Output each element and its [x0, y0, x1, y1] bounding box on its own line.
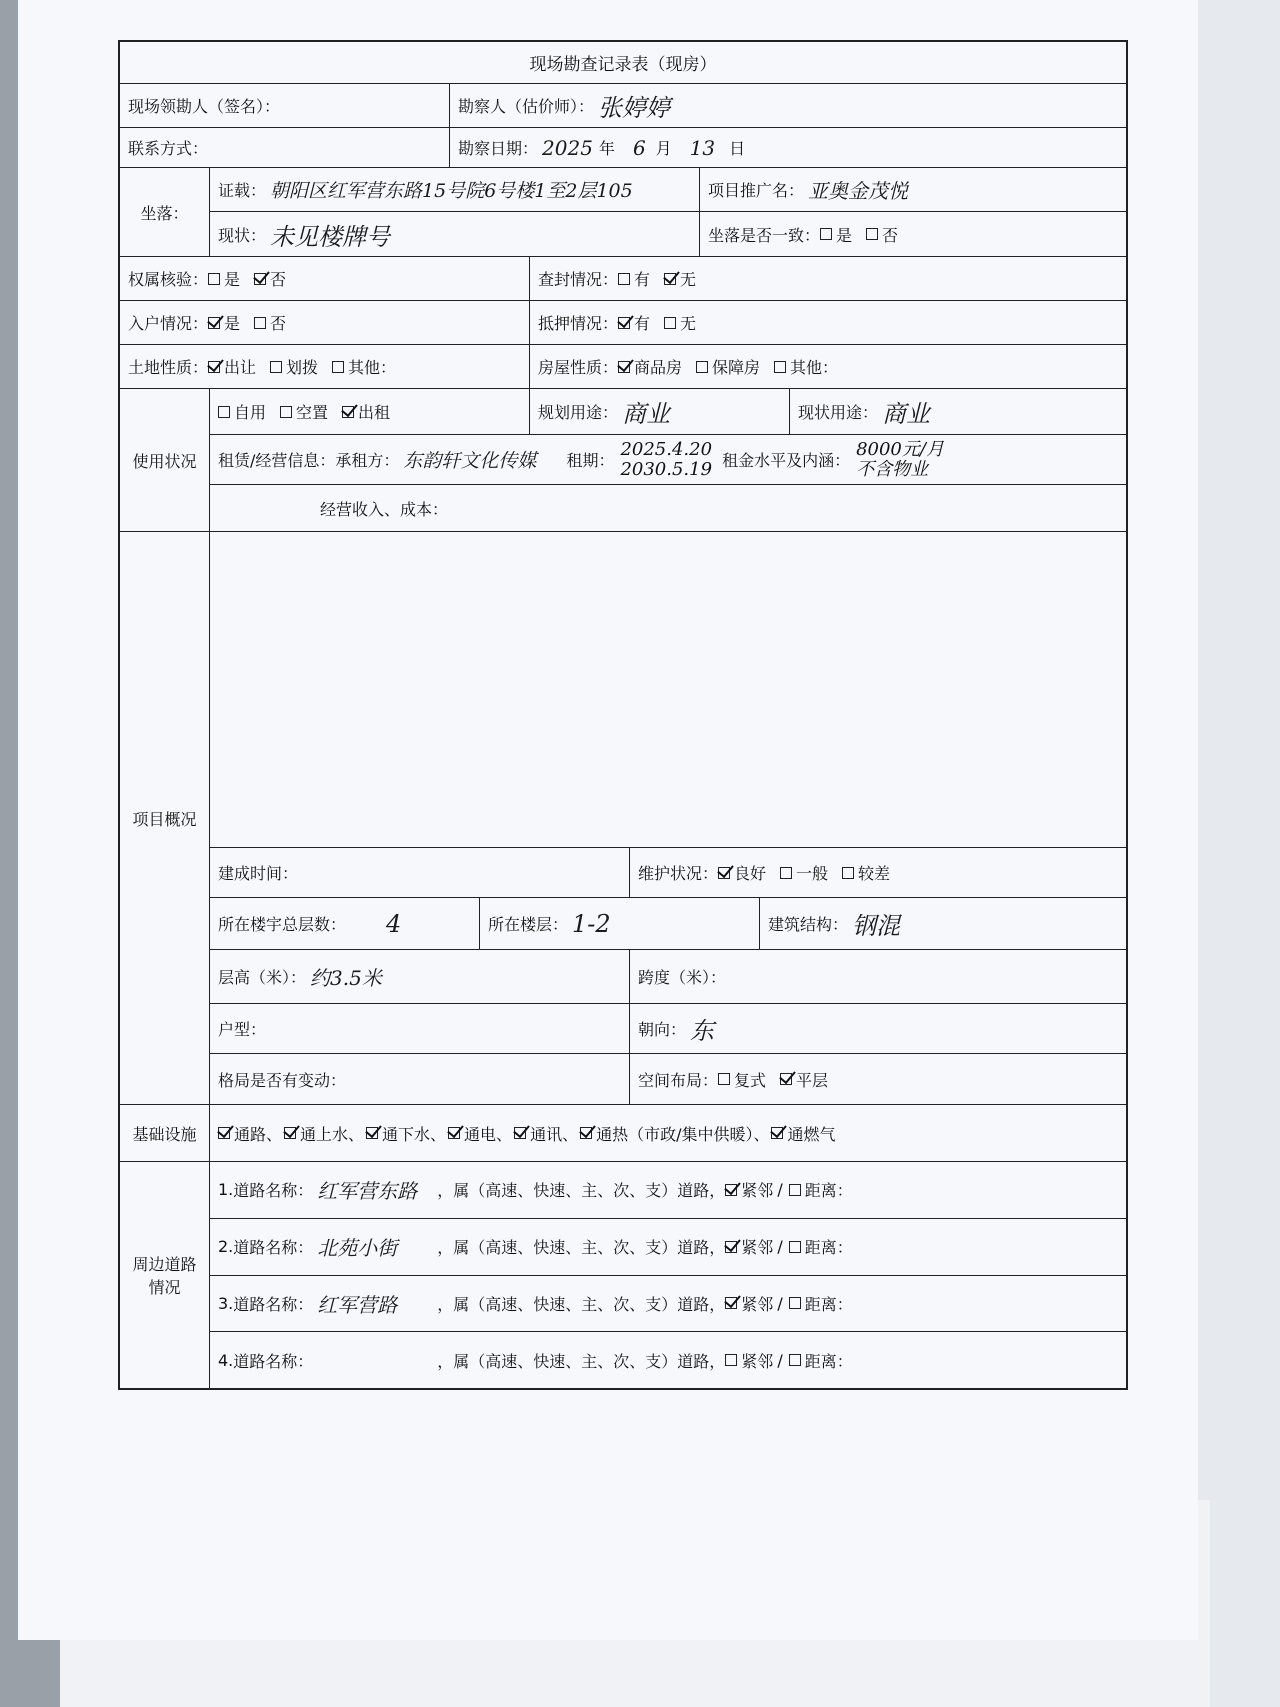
road-distance-label: 距离： [804, 1351, 853, 1371]
ownership-seizure-row [120, 257, 1126, 301]
consistent-yes-label: 是 [836, 225, 853, 245]
land-transfer-option[interactable] [208, 355, 256, 378]
infra-group [120, 1105, 1126, 1162]
checkbox-icon [664, 317, 676, 329]
road-name-label: 道路名称： [233, 1181, 314, 1201]
contact-row [120, 128, 1126, 168]
road-distance-option[interactable] [789, 1235, 853, 1258]
infra-label: 基础设施 [120, 1105, 210, 1161]
road-adjacent-option[interactable] [725, 1235, 773, 1258]
ownership-field [120, 257, 530, 300]
surveyor-field [450, 84, 1126, 127]
checkbox-icon [789, 1297, 801, 1309]
guide-label: 现场领勘人（签名）： [128, 97, 281, 116]
project-group [120, 532, 1126, 1105]
checkbox-icon [332, 361, 344, 373]
road-field [210, 1219, 1126, 1275]
date-day: 13 [689, 135, 716, 160]
house-affordable-label: 保障房 [712, 358, 761, 377]
maint-avg-label: 一般 [796, 864, 829, 883]
road-separator: / [777, 1237, 783, 1257]
seizure-has-label: 有 [634, 270, 651, 289]
road-class-text: ，属（高速、快速、主、次、支）道路， [437, 1181, 726, 1201]
land-label: 土地性质： [128, 358, 209, 377]
checked-checkbox-icon [448, 1127, 460, 1139]
floors-row [210, 898, 1126, 950]
checkbox-icon [618, 273, 630, 285]
usage-body [210, 389, 1126, 531]
checkbox-icon [696, 361, 708, 373]
maint-good-label: 良好 [734, 864, 767, 883]
current-use-field [790, 389, 1126, 434]
span-label: 跨度（米）： [638, 968, 727, 987]
road-number: 1. [218, 1180, 234, 1200]
road-row [210, 1219, 1126, 1276]
location-status-row [210, 212, 1126, 256]
layout-flat-label: 平层 [796, 1070, 829, 1090]
checked-checkbox-icon [664, 273, 676, 285]
checked-checkbox-icon [725, 1241, 737, 1253]
promo-name: 亚奥金茂悦 [808, 179, 909, 203]
land-transfer-label: 出让 [224, 358, 257, 377]
road-distance-option[interactable] [789, 1178, 853, 1201]
cert-field [210, 168, 700, 211]
income-row [210, 485, 1126, 531]
road-name-value: 红军营东路 [317, 1179, 418, 1204]
entry-yes-label: 是 [224, 314, 241, 333]
usage-vacant-label: 空置 [296, 403, 329, 422]
checkbox-icon [208, 273, 220, 285]
month-unit: 月 [655, 139, 672, 158]
project-body [210, 532, 1126, 1104]
checked-checkbox-icon [618, 361, 630, 373]
road-distance-label: 距离： [804, 1238, 853, 1258]
built-field [210, 848, 630, 897]
road-field [210, 1276, 1126, 1332]
consistent-label: 坐落是否一致： [708, 225, 821, 245]
date-label: 勘察日期： [458, 139, 539, 158]
project-notes-area [210, 532, 1126, 848]
guide-field [120, 84, 450, 127]
entry-yes-option[interactable] [208, 311, 240, 334]
space-layout-field [630, 1054, 1126, 1104]
layout-row [210, 1054, 1126, 1104]
roads-body [210, 1162, 1126, 1388]
road-separator: / [777, 1180, 783, 1200]
planned-use-label: 规划用途： [538, 403, 619, 422]
income-field [210, 485, 1126, 531]
infra-water-label: 通上水、 [300, 1124, 365, 1144]
usage-mode-row [210, 389, 1126, 435]
floor-field [480, 898, 760, 949]
location-label: 坐落： [120, 168, 210, 256]
survey-form [118, 40, 1128, 1390]
term-start: 2025.4.20 [620, 438, 713, 460]
infra-body [210, 1105, 1126, 1161]
seizure-field [530, 257, 1126, 300]
mortgage-none-option[interactable] [664, 311, 696, 334]
project-label: 项目概况 [120, 532, 210, 1104]
planned-use-field [530, 389, 790, 434]
infra-heat-label: 通热（市政/集中供暖）、 [596, 1124, 770, 1144]
current-use-value: 商业 [882, 400, 931, 428]
ownership-yes-option[interactable] [208, 267, 240, 290]
checkbox-icon [218, 406, 230, 418]
road-number: 4. [218, 1350, 234, 1370]
checkbox-icon [725, 1354, 737, 1366]
usage-label: 使用状况 [120, 389, 210, 531]
term-end: 2030.5.19 [620, 458, 713, 480]
height-label: 层高（米）： [218, 968, 307, 987]
height-value: 约3.5米 [310, 966, 382, 990]
checkbox-icon [866, 228, 878, 240]
road-adjacent-option[interactable] [725, 1349, 773, 1372]
checked-checkbox-icon [725, 1184, 737, 1196]
road-row [210, 1162, 1126, 1219]
space-layout-label: 空间布局： [638, 1070, 719, 1090]
infra-gas-option[interactable] [771, 1122, 835, 1145]
road-number: 2. [218, 1237, 234, 1257]
layout-duplex-option[interactable] [718, 1068, 766, 1091]
land-field [120, 345, 530, 388]
infra-drain-option[interactable] [366, 1122, 446, 1145]
house-field [530, 345, 1126, 388]
type-orient-row [210, 1004, 1126, 1054]
consistent-yes-option[interactable] [820, 223, 852, 246]
infra-road-label: 通路、 [234, 1124, 283, 1144]
house-other-label: 其他： [790, 358, 839, 377]
usage-self-option[interactable] [218, 400, 266, 423]
land-allocate-label: 划拨 [286, 358, 319, 377]
road-class-text: ，属（高速、快速、主、次、支）道路， [437, 1351, 726, 1371]
infra-power-label: 通电、 [464, 1124, 513, 1144]
consistent-no-label: 否 [882, 225, 899, 245]
lease-field [210, 435, 1126, 484]
seizure-label: 查封情况： [538, 270, 619, 289]
ownership-label: 权属核验： [128, 270, 209, 289]
house-affordable-option[interactable] [696, 355, 760, 378]
checked-checkbox-icon [208, 361, 220, 373]
checkbox-icon [718, 1073, 730, 1085]
status-value: 未见楼牌号 [270, 222, 391, 251]
tenant-label: 承租方： [335, 451, 400, 470]
road-adjacent-option[interactable] [725, 1178, 773, 1201]
entry-label: 入户情况： [128, 314, 209, 333]
unit-type-label: 户型： [218, 1020, 267, 1039]
road-name-value: 红军营路 [317, 1292, 398, 1317]
seizure-none-option[interactable] [664, 267, 696, 290]
year-unit: 年 [598, 139, 615, 158]
infra-road-option[interactable] [218, 1122, 282, 1145]
income-label: 经营收入、成本： [320, 499, 449, 519]
road-adjacent-label: 紧邻 [741, 1238, 774, 1258]
layout-change-field [210, 1054, 630, 1104]
mortgage-none-label: 无 [680, 314, 697, 333]
checked-checkbox-icon [780, 1073, 792, 1085]
layout-change-label: 格局是否有变动： [218, 1070, 347, 1090]
built-label: 建成时间： [218, 864, 299, 883]
floor-value: 1-2 [572, 909, 611, 938]
road-distance-label: 距离： [804, 1181, 853, 1201]
total-floors-label: 所在楼宇总层数： [218, 915, 347, 934]
checkbox-icon [270, 361, 282, 373]
road-distance-option[interactable] [789, 1349, 853, 1372]
checkbox-icon [774, 361, 786, 373]
house-other-option[interactable] [774, 355, 838, 378]
checked-checkbox-icon [254, 273, 266, 285]
checked-checkbox-icon [218, 1127, 230, 1139]
checkbox-icon [780, 867, 792, 879]
contact-field [120, 128, 450, 167]
house-label: 房屋性质： [538, 358, 619, 377]
structure-value: 钢混 [852, 912, 901, 940]
rent-label: 租金水平及内涵： [722, 451, 851, 470]
status-label: 现状： [218, 225, 267, 245]
date-month: 6 [632, 135, 646, 160]
checked-checkbox-icon [342, 406, 354, 418]
entry-no-option[interactable] [254, 311, 286, 334]
floor-label: 所在楼层： [488, 915, 569, 934]
checked-checkbox-icon [580, 1127, 592, 1139]
checkbox-icon [254, 317, 266, 329]
span-field [630, 950, 1126, 1003]
cert-label: 证载： [218, 181, 267, 200]
checkbox-icon [789, 1184, 801, 1196]
maint-avg-option[interactable] [780, 861, 828, 884]
form-title-row [120, 42, 1126, 84]
orientation-field [630, 1004, 1126, 1053]
term-label: 租期： [566, 451, 615, 470]
location-group [120, 168, 1126, 257]
road-row [210, 1276, 1126, 1333]
checked-checkbox-icon [618, 317, 630, 329]
checked-checkbox-icon [725, 1297, 737, 1309]
contact-label: 联系方式： [128, 139, 209, 158]
ownership-no-label: 否 [270, 270, 287, 289]
infra-telecom-option[interactable] [514, 1122, 578, 1145]
status-field [210, 212, 700, 256]
road-name-label: 道路名称： [233, 1294, 314, 1314]
surveyor-name: 张婷婷 [598, 94, 671, 122]
road-name-value: 北苑小街 [317, 1236, 398, 1261]
road-row [210, 1332, 1126, 1388]
road-name-label: 道路名称： [233, 1351, 314, 1371]
entry-field [120, 301, 530, 344]
rent-info [856, 440, 944, 480]
seizure-has-option[interactable] [618, 267, 650, 290]
mortgage-label: 抵押情况： [538, 314, 619, 333]
checkbox-icon [789, 1354, 801, 1366]
checked-checkbox-icon [208, 317, 220, 329]
road-field [210, 1332, 1126, 1388]
lease-label: 租赁/经营信息： [218, 451, 336, 470]
roads-group [120, 1162, 1126, 1388]
unit-type-field [210, 1004, 630, 1053]
road-distance-option[interactable] [789, 1292, 853, 1315]
signature-row [120, 84, 1126, 128]
total-floors-field [210, 898, 480, 949]
infra-water-option[interactable] [284, 1122, 364, 1145]
road-class-text: ，属（高速、快速、主、次、支）道路， [437, 1238, 726, 1258]
form-title: 现场勘查记录表（现房） [529, 55, 717, 75]
entry-no-label: 否 [270, 314, 287, 333]
maint-good-option[interactable] [718, 861, 766, 884]
road-adjacent-option[interactable] [725, 1292, 773, 1315]
infra-field [210, 1105, 1126, 1161]
entry-mortgage-row [120, 301, 1126, 345]
checked-checkbox-icon [284, 1127, 296, 1139]
mortgage-has-label: 有 [634, 314, 651, 333]
orientation-label: 朝向： [638, 1020, 687, 1039]
mortgage-has-option[interactable] [618, 311, 650, 334]
day-unit: 日 [729, 139, 746, 158]
current-use-label: 现状用途： [798, 403, 879, 422]
usage-vacant-option[interactable] [280, 400, 328, 423]
layout-duplex-label: 复式 [734, 1070, 767, 1090]
road-distance-label: 距离： [804, 1294, 853, 1314]
checked-checkbox-icon [771, 1127, 783, 1139]
house-commercial-label: 商品房 [634, 358, 683, 377]
road-adjacent-label: 紧邻 [741, 1351, 774, 1371]
ownership-yes-label: 是 [224, 270, 241, 289]
land-other-option[interactable] [332, 355, 396, 378]
layout-flat-option[interactable] [780, 1068, 828, 1091]
term-dates [620, 440, 712, 480]
height-field [210, 950, 630, 1003]
land-allocate-option[interactable] [270, 355, 318, 378]
usage-mode-field [210, 389, 530, 434]
location-body [210, 168, 1126, 256]
road-adjacent-label: 紧邻 [741, 1294, 774, 1314]
infra-row [210, 1105, 1126, 1161]
rent-value: 8000元/月 [856, 438, 944, 460]
checkbox-icon [280, 406, 292, 418]
house-commercial-option[interactable] [618, 355, 682, 378]
checked-checkbox-icon [366, 1127, 378, 1139]
infra-telecom-label: 通讯、 [530, 1124, 579, 1144]
rent-note: 不含物业 [856, 458, 929, 480]
location-cert-row [210, 168, 1126, 212]
structure-field [760, 898, 1126, 949]
planned-use-value: 商业 [622, 400, 671, 428]
mortgage-field [530, 301, 1126, 344]
land-house-row [120, 345, 1126, 389]
roads-label: 周边道路情况 [120, 1162, 210, 1388]
checkbox-icon [820, 228, 832, 240]
maint-label: 维护状况： [638, 864, 719, 883]
usage-group [120, 389, 1126, 532]
date-year: 2025 [542, 135, 593, 160]
cert-address: 朝阳区红军营东路15号院6号楼1至2层105 [270, 180, 633, 202]
checked-checkbox-icon [514, 1127, 526, 1139]
infra-gas-label: 通燃气 [787, 1124, 836, 1144]
total-floors-value: 4 [386, 909, 402, 938]
road-number: 3. [218, 1293, 234, 1313]
lease-row [210, 435, 1126, 485]
usage-rent-option[interactable] [342, 400, 390, 423]
road-name-label: 道路名称： [233, 1238, 314, 1258]
orientation-value: 东 [690, 1017, 715, 1045]
road-field [210, 1162, 1126, 1218]
seizure-none-label: 无 [680, 270, 697, 289]
usage-self-label: 自用 [234, 403, 267, 422]
road-adjacent-label: 紧邻 [741, 1181, 774, 1201]
date-field [450, 128, 1126, 167]
consistent-no-option[interactable] [866, 223, 898, 246]
usage-rent-label: 出租 [358, 403, 391, 422]
checkbox-icon [789, 1241, 801, 1253]
road-class-text: ，属（高速、快速、主、次、支）道路， [437, 1294, 726, 1314]
maint-field [630, 848, 1126, 897]
surveyor-label: 勘察人（估价师）： [458, 97, 595, 116]
checked-checkbox-icon [718, 867, 730, 879]
road-separator: / [777, 1350, 783, 1370]
tenant-name: 东韵轩文化传媒 [403, 450, 537, 472]
checkbox-icon [842, 867, 854, 879]
built-maint-row [210, 848, 1126, 898]
maint-poor-label: 较差 [858, 864, 891, 883]
height-span-row [210, 950, 1126, 1004]
infra-heat-option[interactable] [580, 1122, 769, 1145]
consistent-field [700, 212, 1126, 256]
maint-poor-option[interactable] [842, 861, 890, 884]
road-separator: / [777, 1293, 783, 1313]
structure-label: 建筑结构： [768, 915, 849, 934]
infra-drain-label: 通下水、 [382, 1124, 447, 1144]
land-other-label: 其他： [348, 358, 397, 377]
document-page [18, 0, 1198, 1640]
infra-power-option[interactable] [448, 1122, 512, 1145]
promo-field [700, 168, 1126, 211]
promo-label: 项目推广名： [708, 181, 805, 200]
ownership-no-option[interactable] [254, 267, 286, 290]
